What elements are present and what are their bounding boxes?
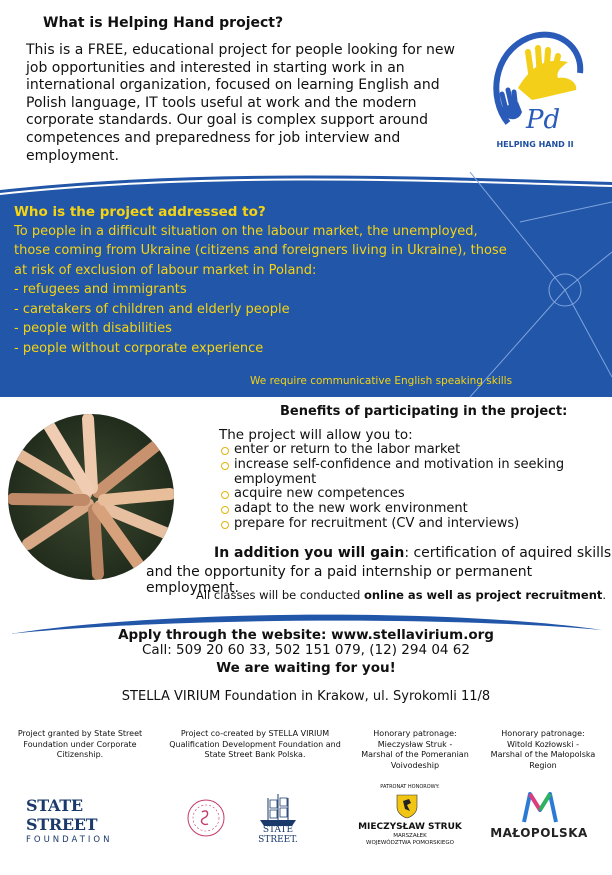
list-item: prepare for recruitment (CV and interviews) [220, 517, 590, 532]
foundation-address: STELLA VIRIUM Foundation in Krakow, ul. Syrokomli 11/8 [121, 689, 491, 704]
helping-hand-logo [488, 28, 586, 138]
page-title: What is Helping Hand project? [43, 15, 284, 31]
benefits-intro: The project will allow you to: [219, 427, 413, 443]
audience-list [14, 280, 290, 358]
pomeranian-crest-icon [395, 793, 419, 819]
classes-text: All classes will be conducted [196, 588, 364, 602]
gain-statement-cont: and the opportunity for a paid internship or permanent employment. [146, 564, 533, 596]
classes-end: . [602, 588, 607, 602]
list-item: enter or return to the labor market [220, 443, 590, 458]
gain-bold: In addition you will gain [214, 545, 405, 561]
patronat-label: PATRONAT HONOROWY: [380, 784, 440, 790]
patronage-name: Mieczysław Struk - [377, 739, 453, 749]
waiting-message: We are waiting for you! [216, 660, 396, 676]
audience-text: To people in a difficult situation on the labour market, the unemployed, those coming from Ukraine (citizens and foreigners living in Ukraine), those at risk of exclusion of labour market in Poland: [14, 224, 507, 278]
classes-bold: online as well as project recruitment [363, 588, 603, 602]
english-requirement-note: We require communicative English speaking skills [250, 375, 513, 387]
state-street-foundation-logo [26, 796, 138, 845]
list-item: - caretakers of children and elderly people [14, 301, 290, 317]
ss-logo-sub: FOUNDATION [26, 835, 113, 845]
audience-title: Who is the project addressed to? [14, 204, 266, 220]
logo-letters: Pd [526, 105, 561, 135]
benefits-list [220, 443, 590, 532]
footer-grant-text: Project granted by State Street Foundation under Corporate Citizenship. [17, 729, 143, 759]
ss-logo-name: STATE STREET [26, 796, 98, 834]
state-street-bank-logo-text: STATE STREET. [258, 825, 298, 845]
malopolska-logo-text: MAŁOPOLSKA [490, 826, 588, 840]
patronage-label: Honorary patronage: [373, 729, 457, 738]
apply-website: Apply through the website: www.stellavirium.org [118, 627, 494, 643]
intro-paragraph: This is a FREE, educational project for people looking for new job opportunities and interested in starting work in an international organization, focused on learning English and Polish language, IT tools useful at work and the modern corporate standards. Our goal is complex support around competences and preparedness for job interview and employment. [26, 42, 455, 164]
struk-region: WOJEWÓDZTWA POMORSKIEGO [366, 840, 454, 846]
footer-patronage-malopolska [478, 729, 608, 771]
struk-title [350, 833, 470, 847]
footer-cocreated-text: Project co-created by STELLA VIRIUM Qualification Development Foundation and State Street Bank Polska. [169, 729, 341, 759]
footer-patronage-pomeranian [350, 729, 480, 771]
malopolska-logo-icon [520, 790, 560, 824]
list-item: - people without corporate experience [14, 340, 264, 356]
list-item: - refugees and immigrants [14, 282, 187, 297]
list-item: increase self-confidence and motivation in seeking employment [220, 458, 590, 488]
stella-virium-logo [186, 798, 226, 838]
logo-caption: HELPING HAND II [496, 140, 574, 149]
patronage-title: Marshal of the Małopolska Region [490, 750, 596, 770]
list-item: adapt to the new work environment [220, 502, 590, 517]
benefits-title: Benefits of participating in the project: [280, 404, 568, 419]
list-item: - people with disabilities [14, 321, 172, 336]
gain-text: : certification of aquired skills [404, 545, 612, 561]
gain-statement [214, 545, 611, 561]
patronage-name: Witold Kozłowski - [507, 739, 579, 749]
struk-role: MARSZAŁEK [393, 833, 427, 839]
patronage-title: Marshal of the Pomeranian Voivodeship [361, 750, 469, 770]
struk-name: MIECZYSŁAW STRUK [358, 822, 462, 832]
phone-numbers: Call: 509 20 60 33, 502 151 079, (12) 294 04 62 [142, 642, 470, 658]
hands-photo [8, 414, 174, 580]
patronage-label: Honorary patronage: [501, 729, 585, 738]
list-item: acquire new competences [220, 487, 590, 502]
